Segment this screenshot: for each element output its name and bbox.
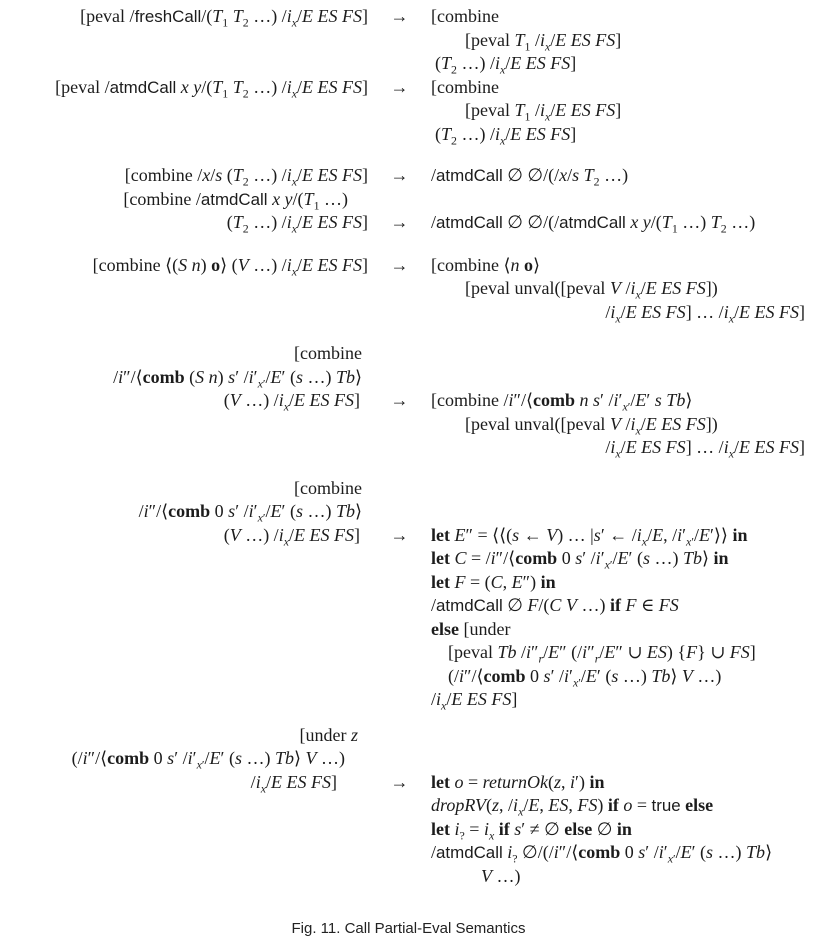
- formula-line: [peval Tb $/i''_r/E''$ ($/i''_r/E''$ ∪ ES) {F} ∪ FS]: [448, 642, 756, 666]
- rule-lhs: [0, 724, 368, 795]
- rewrite-rule-7: [0, 477, 817, 712]
- rule-lhs: [0, 5, 368, 29]
- rewrite-rule-6: [0, 342, 817, 460]
- formula-line: [combine /i″/⟨comb n s′ $/i'_{x'}/E'$ s Tb⟩: [431, 390, 693, 414]
- formula-line: let $i_? = i_x$ if s′ ≠ ∅ else ∅ in: [431, 818, 632, 843]
- rule-rhs: [431, 254, 817, 325]
- rewrite-arrow-icon: →: [390, 165, 409, 185]
- formula-line: /atmdCall $i_?$ ∅/(/i″/⟨comb 0 s′ $/i'_{x'}/E'$ (s …) Tb⟩: [431, 842, 773, 866]
- formula-line: dropRV(z, $/i_x/E$, ES, FS) if o = true else: [431, 795, 714, 819]
- formula-line: (/i″/⟨comb 0 s′ $/i'_{x'}/E'$ (s …) Tb⟩ V …): [71, 748, 345, 772]
- rewrite-arrow-icon: →: [390, 524, 409, 545]
- formula-line: [combine ⟨n o⟩: [431, 254, 541, 275]
- rewrite-rule-4: [0, 188, 817, 235]
- rule-lhs: [0, 254, 368, 278]
- formula-line: (V …) $/i_x/E$ ES FS]: [223, 524, 360, 549]
- formula-line: /i″/⟨comb (S n) s′ $/i'_{x'}/E'$ (s …) Tb⟩: [113, 366, 362, 391]
- formula-line: (V …) $/i_x/E$ ES FS]: [223, 390, 360, 414]
- rewrite-rule-2: [0, 76, 817, 147]
- formula-line: $/i_x/E$ ES FS] … $/i_x/E$ ES FS]: [605, 301, 805, 326]
- rewrite-rule-5: [0, 254, 817, 325]
- rewrite-rule-1: [0, 5, 817, 76]
- rule-lhs: [0, 188, 368, 235]
- formula-line: [combine: [431, 6, 499, 26]
- rule-rhs: [431, 76, 817, 147]
- formula-line: [combine /atmdCall x $y/(T_1$ …): [123, 188, 348, 213]
- rewrite-arrow-icon: →: [390, 390, 409, 410]
- rule-rhs: [431, 771, 817, 889]
- rule-rhs: [431, 5, 817, 76]
- rule-lhs: [0, 164, 368, 188]
- figure-caption: Fig. 11. Call Partial-Eval Semantics: [291, 920, 526, 937]
- rule-lhs: [0, 477, 368, 548]
- formula-line: (/i″/⟨comb 0 s′ $/i'_{x'}/E'$ (s …) Tb⟩ V …): [448, 665, 722, 690]
- rewrite-arrow-icon: →: [390, 212, 409, 232]
- rule-rhs: [431, 389, 817, 460]
- formula-line: [combine: [294, 343, 362, 363]
- formula-line: [combine: [431, 76, 499, 97]
- formula-line: V …): [481, 865, 521, 886]
- formula-line: [under z: [299, 724, 358, 745]
- rewrite-arrow-icon: →: [390, 771, 409, 792]
- formula-line: [peval $/freshCall/(T_1$ $T_2$ …) $/i_x/E$ ES FS]: [80, 6, 368, 30]
- rewrite-rule-3: [0, 164, 817, 188]
- formula-line: let E″ = ⟨⟨(s ← V) … |s′ ← $/i_x/E$, $/i'_{x'}/E'⟩⟩$ in: [431, 524, 748, 549]
- formula-line: [peval $T_1$ $/i_x/E$ ES FS]: [465, 29, 622, 54]
- formula-line: /i″/⟨comb 0 s′ $/i'_{x'}/E'$ (s …) Tb⟩: [138, 501, 362, 525]
- formula-line: let o = returnOk(z, i′) in: [431, 771, 605, 792]
- formula-line: else [under: [431, 618, 511, 639]
- formula-line: ($T_2$ …) $/i_x/E$ ES FS]: [226, 212, 368, 236]
- formula-line: [peval unval([peval V $/i_x/E$ ES FS]): [465, 413, 718, 438]
- formula-line: [peval $T_1$ $/i_x/E$ ES FS]: [465, 100, 622, 124]
- rule-lhs: [0, 342, 368, 413]
- formula-line: $/i_x/E$ ES FS] … $/i_x/E$ ES FS]: [605, 437, 805, 461]
- rewrite-arrow-icon: →: [390, 254, 409, 275]
- formula-line: /atmdCall ∅ F/(C V …) if F ∈ FS: [431, 595, 679, 615]
- rule-rhs: [431, 524, 817, 712]
- rewrite-arrow-icon: →: [390, 76, 409, 97]
- rewrite-rule-8: [0, 724, 817, 889]
- formula-line: ($T_2$ …) $/i_x/E$ ES FS]: [435, 123, 577, 148]
- formula-line: [peval /atmdCall x $y/(T_1$ $T_2$ …) $/i_x/E$ ES FS]: [55, 76, 368, 101]
- formula-line: let F = (C, E″) in: [431, 571, 556, 592]
- rule-lhs: [0, 76, 368, 100]
- formula-line: [combine: [294, 477, 362, 498]
- rewrite-arrow-icon: →: [390, 6, 409, 26]
- rule-rhs: [431, 211, 817, 235]
- formula-line: $/i_x/E$ ES FS]: [250, 771, 337, 796]
- formula-line: /atmdCall ∅ ∅/(/x/s $T_2$ …): [431, 165, 629, 189]
- formula-line: /atmdCall ∅ ∅/(/atmdCall x $y/(T_1$ …) $T_2$ …): [431, 212, 756, 236]
- formula-line: [peval unval([peval V $/i_x/E$ ES FS]): [465, 278, 718, 302]
- rule-rhs: [431, 164, 817, 188]
- formula-line: let C = /i″/⟨comb 0 s′ $/i'_{x'}/E'$ (s …) Tb⟩ in: [431, 548, 729, 572]
- formula-line: ($T_2$ …) $/i_x/E$ ES FS]: [435, 53, 577, 77]
- formula-line: $/i_x/E$ ES FS]: [431, 689, 518, 713]
- formula-line: [combine ⟨(S n) o⟩ (V …) $/i_x/E$ ES FS]: [92, 254, 368, 279]
- formula-line: [combine /x/s ($T_2$ …) $/i_x/E$ ES FS]: [124, 165, 368, 189]
